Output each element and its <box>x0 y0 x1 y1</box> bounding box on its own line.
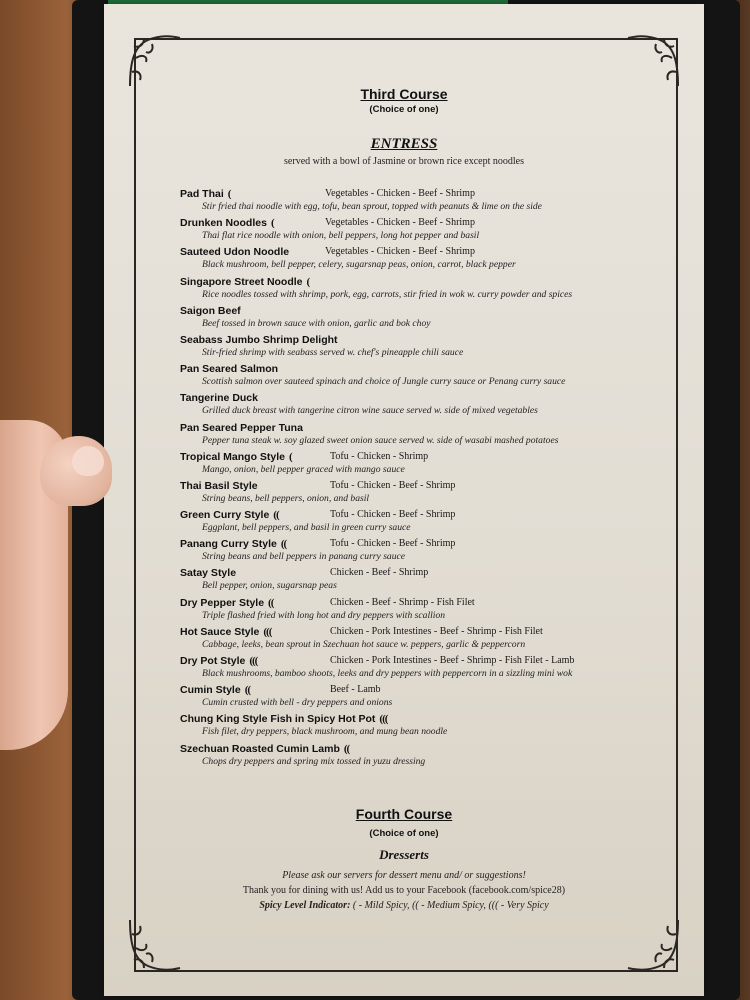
menu-items-list <box>180 188 680 772</box>
menu-item <box>180 480 680 509</box>
item-name: Szechuan Roasted Cumin Lamb <box>180 742 340 755</box>
item-options: Tofu - Chicken - Beef - Shrimp <box>330 479 456 491</box>
spice-level-icon: ((( <box>249 655 258 667</box>
item-name: Tropical Mango Style <box>180 450 286 463</box>
spice-level-icon: ( <box>227 188 231 200</box>
spice-level-icon: ( <box>289 450 292 463</box>
menu-item <box>180 305 680 334</box>
item-name: Pan Seared Salmon <box>180 363 279 376</box>
menu-item <box>180 655 680 684</box>
item-description: Thai flat rice noodle with onion, bell peppers, long hot pepper and basil <box>202 230 480 242</box>
menu-item <box>180 276 680 305</box>
spicy-mild: ( - Mild Spicy, <box>352 900 410 911</box>
item-name: Seabass Jumbo Shrimp Delight <box>180 333 338 346</box>
spicy-medium: (( - Medium Spicy, <box>412 900 486 911</box>
corner-ornament-icon <box>126 32 184 90</box>
corner-ornament-icon <box>624 916 682 974</box>
item-name: Pad Thai <box>180 188 224 200</box>
spicy-label: Spicy Level Indicator: <box>259 900 351 911</box>
item-name: Dry Pepper Style <box>180 596 265 609</box>
menu-item <box>180 684 680 713</box>
menu-item <box>180 392 680 421</box>
entress-heading: ENTRESS <box>370 136 438 152</box>
item-description: Black mushrooms, bamboo shoots, leeks and dry peppers with peppercorn in a sizzling mini wok <box>202 668 573 679</box>
item-description: String beans, bell peppers, onion, and basil <box>202 492 370 504</box>
menu-item <box>180 597 680 626</box>
item-options: Vegetables - Chicken - Beef - Shrimp <box>325 188 475 199</box>
dessert-note: Please ask our servers for dessert menu and/ or suggestions! <box>282 870 526 881</box>
menu-item <box>180 422 680 451</box>
item-name: Cumin Style <box>180 684 241 697</box>
item-description: Chops dry peppers and spring mix tossed in yuzu dressing <box>202 755 426 767</box>
item-name: Pan Seared Pepper Tuna <box>180 421 303 434</box>
menu-item <box>180 451 680 480</box>
item-name: Panang Curry Style <box>180 538 277 551</box>
item-options: Vegetables - Chicken - Beef - Shrimp <box>325 246 475 258</box>
menu-item <box>180 188 680 217</box>
item-description: Black mushroom, bell pepper, celery, sugarsnap peas, onion, carrot, black pepper <box>202 259 516 271</box>
item-description: Cabbage, leeks, bean sprout in Szechuan hot sauce w. peppers, garlic & peppercorn <box>202 638 526 650</box>
item-description: Bell pepper, onion, sugarsnap peas <box>202 580 337 592</box>
item-options: Chicken - Beef - Shrimp <box>330 567 429 579</box>
thanks-note: Thank you for dining with us! Add us to your Facebook (facebook.com/spice28) <box>242 885 566 896</box>
item-name: Sauteed Udon Noodle <box>180 246 290 259</box>
menu-item <box>180 246 680 275</box>
item-description: String beans and bell peppers in panang curry sauce <box>202 551 406 563</box>
spice-level-icon: (( <box>280 538 287 551</box>
item-description: Scottish salmon over sauteed spinach and choice of Jungle curry sauce or Penang curry sauce <box>202 376 566 388</box>
item-name: Tangerine Duck <box>180 392 258 405</box>
corner-ornament-icon <box>126 916 184 974</box>
spicy-very: ((( - Very Spicy <box>488 900 549 911</box>
item-name: Green Curry Style <box>180 509 270 522</box>
fourth-course-title: Fourth Course <box>355 806 453 822</box>
spice-level-icon: (( <box>273 509 279 522</box>
menu-item <box>180 363 680 392</box>
item-description: Cumin crusted with bell - dry peppers and onions <box>202 697 393 709</box>
menu-page <box>104 4 704 996</box>
item-name: Saigon Beef <box>180 304 241 317</box>
fourth-course-subtitle: (Choice of one) <box>369 828 439 839</box>
item-options: Tofu - Chicken - Beef - Shrimp <box>330 509 456 521</box>
spice-level-icon: (( <box>244 684 251 697</box>
item-name: Chung King Style Fish in Spicy Hot Pot <box>180 713 376 726</box>
item-name: Singapore Street Noodle <box>180 275 303 288</box>
item-name: Drunken Noodles <box>180 217 267 230</box>
item-name: Dry Pot Style <box>180 655 246 667</box>
corner-ornament-icon <box>624 32 682 90</box>
menu-item <box>180 713 680 742</box>
item-description: Eggplant, bell peppers, and basil in green curry sauce <box>202 522 411 534</box>
menu-item <box>180 626 680 655</box>
item-description: Fish filet, dry peppers, black mushroom, and mung bean noodle <box>202 726 448 738</box>
menu-item <box>180 334 680 363</box>
spicy-level-indicator <box>104 900 704 911</box>
item-options: Chicken - Beef - Shrimp - Fish Filet <box>330 596 475 608</box>
spice-level-icon: (( <box>343 742 350 755</box>
item-options: Chicken - Pork Intestines - Beef - Shrimp - Fish Filet <box>330 625 543 637</box>
item-description: Mango, onion, bell pepper graced with mango sauce <box>202 463 405 475</box>
item-name: Hot Sauce Style <box>180 625 260 638</box>
third-course-title: Third Course <box>360 86 448 102</box>
desserts-heading: Dresserts <box>379 847 429 862</box>
third-course-subtitle: (Choice of one) <box>369 104 439 115</box>
menu-item <box>180 538 680 567</box>
item-options: Tofu - Chicken - Beef - Shrimp <box>330 538 456 550</box>
spice-level-icon: ( <box>306 275 310 288</box>
item-description: Pepper tuna steak w. soy glazed sweet onion sauce served w. side of wasabi mashed potatoes <box>202 434 559 446</box>
item-name: Satay Style <box>180 567 237 580</box>
item-description: Triple flashed fried with long hot and dry peppers with scallion <box>202 609 446 621</box>
menu-item <box>180 217 680 246</box>
item-name: Thai Basil Style <box>180 479 258 492</box>
spice-level-icon: ((( <box>263 625 272 638</box>
item-description: Stir-fried shrimp with seabass served w. chef's pineapple chili sauce <box>202 346 464 358</box>
entress-note: served with a bowl of Jasmine or brown rice except noodles <box>284 156 524 167</box>
item-options: Tofu - Chicken - Shrimp <box>330 450 429 462</box>
menu-item <box>180 743 680 772</box>
item-description: Stir fried thai noodle with egg, tofu, bean sprout, topped with peanuts & lime on the side <box>202 201 542 212</box>
menu-item <box>180 567 680 596</box>
spice-level-icon: ((( <box>379 713 388 726</box>
item-description: Grilled duck breast with tangerine citron wine sauce served w. side of mixed vegetables <box>202 405 538 417</box>
item-options: Beef - Lamb <box>330 684 381 696</box>
spice-level-icon: (( <box>268 596 274 609</box>
item-options: Vegetables - Chicken - Beef - Shrimp <box>325 217 475 229</box>
spice-level-icon: ( <box>270 217 274 230</box>
thumbnail <box>72 446 104 476</box>
menu-item <box>180 509 680 538</box>
item-description: Beef tossed in brown sauce with onion, garlic and bok choy <box>202 317 431 329</box>
item-options: Chicken - Pork Intestines - Beef - Shrimp - Fish Filet - Lamb <box>330 655 575 666</box>
item-description: Rice noodles tossed with shrimp, pork, egg, carrots, stir fried in wok w. curry powder and spices <box>202 288 573 300</box>
